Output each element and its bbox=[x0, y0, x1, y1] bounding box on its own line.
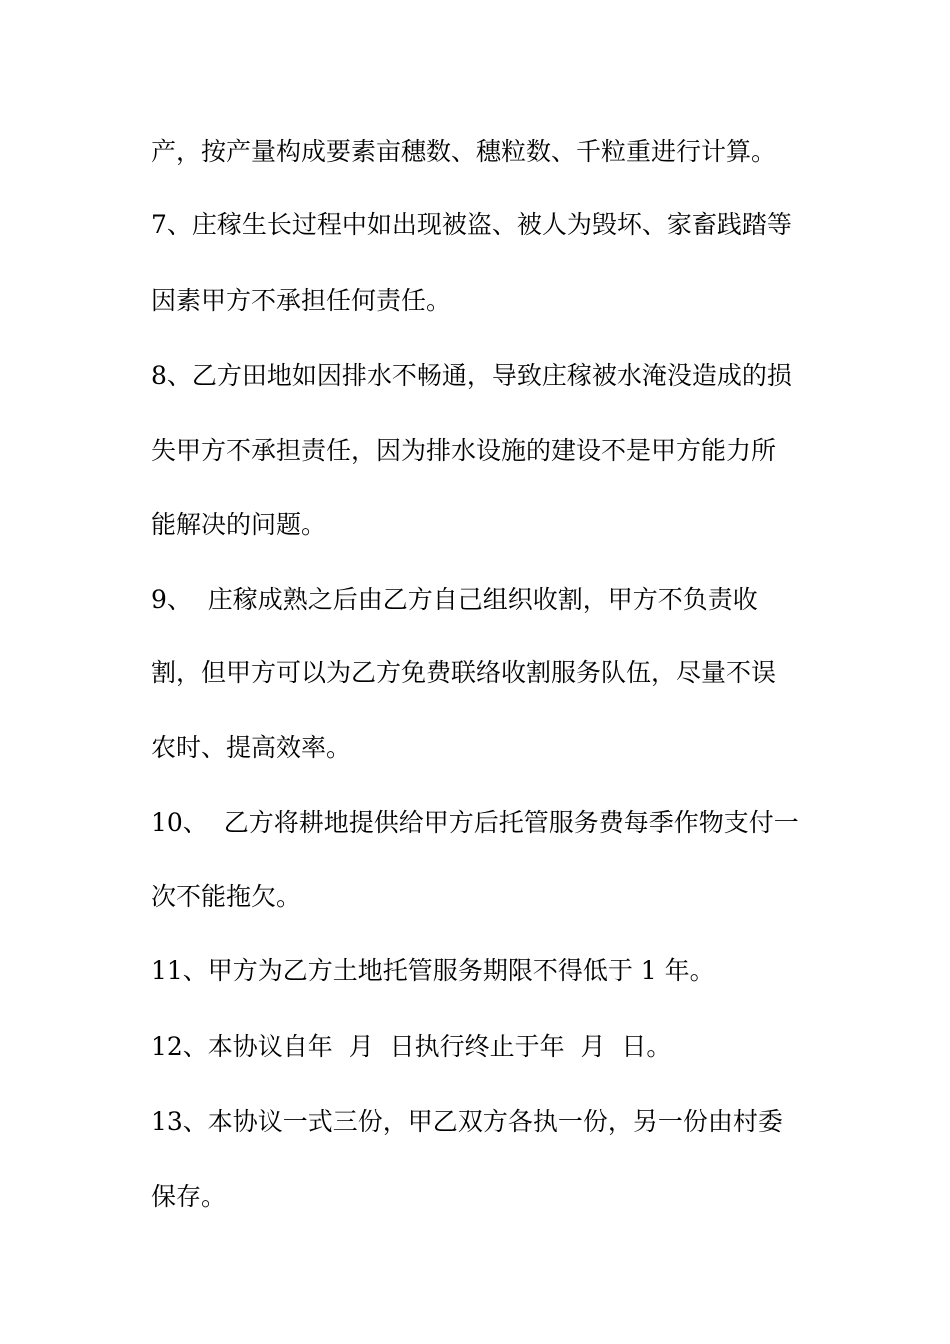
text-line: 因素甲方不承担任何责任。 bbox=[151, 286, 452, 315]
text-line: 保存。 bbox=[151, 1182, 227, 1211]
text-line: 9、 庄稼成熟之后由乙方自己组织收割，甲方不负责收 bbox=[151, 585, 758, 614]
text-line: 13、本协议一式三份，甲乙双方各执一份，另一份由村委 bbox=[151, 1107, 783, 1136]
text-line: 产，按产量构成要素亩穗数、穗粒数、千粒重进行计算。 bbox=[151, 137, 777, 166]
text-line: 10、 乙方将耕地提供给甲方后托管服务费每季作物支付一 bbox=[151, 808, 799, 837]
text-line: 失甲方不承担责任，因为排水设施的建设不是甲方能力所 bbox=[151, 436, 777, 465]
text-line: 8、乙方田地如因排水不畅通，导致庄稼被水淹没造成的损 bbox=[151, 361, 792, 390]
text-line: 12、本协议自年 月 日执行终止于年 月 日。 bbox=[151, 1032, 672, 1061]
text-line: 能解决的问题。 bbox=[151, 510, 327, 539]
text-line: 7、庄稼生长过程中如出现被盗、被人为毁坏、家畜践踏等 bbox=[151, 210, 792, 239]
text-line: 农时、提高效率。 bbox=[151, 733, 352, 762]
text-line: 割，但甲方可以为乙方免费联络收割服务队伍，尽量不误 bbox=[151, 658, 777, 687]
text-line: 次不能拖欠。 bbox=[151, 882, 302, 911]
text-line: 11、甲方为乙方土地托管服务期限不得低于 1 年。 bbox=[151, 956, 715, 985]
